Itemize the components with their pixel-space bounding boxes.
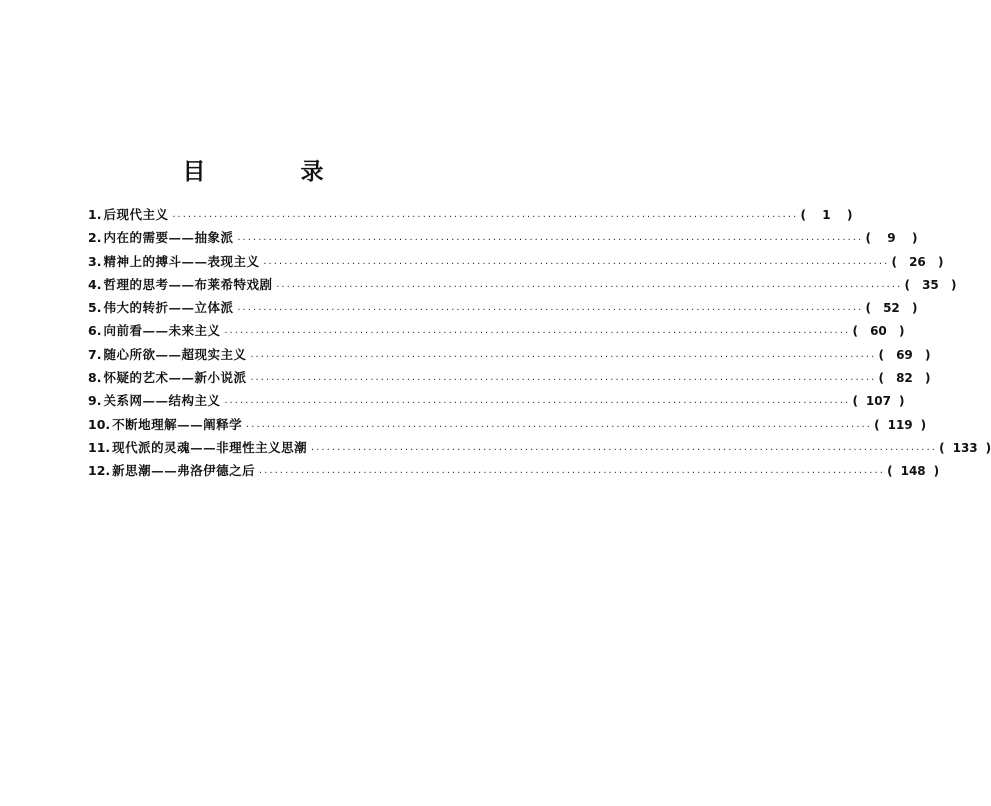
page-number: 1 (822, 208, 831, 222)
chapter-number: 10. (88, 416, 111, 432)
dot-leader: ························································································································ (275, 281, 902, 291)
chapter-title: 伟大的转折——立体派 (103, 300, 234, 316)
chapter-number: 6. (88, 323, 102, 339)
page-reference (878, 367, 930, 390)
page-reference (939, 437, 991, 460)
close-paren: ) (898, 394, 905, 409)
close-paren: ) (924, 371, 931, 386)
page-reference (800, 204, 852, 227)
close-paren: ) (937, 254, 944, 269)
page-reference (878, 344, 930, 367)
dot-leader: ························································································································ (245, 421, 872, 431)
chapter-number: 4. (88, 276, 102, 292)
page-number: 26 (909, 254, 926, 269)
chapter-number: 3. (88, 253, 102, 269)
dot-leader: ························································································································ (223, 328, 850, 338)
close-paren: ) (911, 231, 918, 246)
dot-leader: ························································································································ (249, 351, 876, 361)
chapter-number: 1. (88, 207, 102, 222)
chapter-title: 后现代主义 (103, 207, 169, 222)
page-reference (887, 460, 939, 483)
dot-leader: ························································································································ (258, 468, 885, 478)
page-title: 目 录 (182, 158, 360, 185)
page-number: 82 (896, 371, 913, 386)
page-number: 148 (900, 464, 926, 479)
toc-entry-9[interactable] (88, 389, 905, 412)
close-paren: ) (898, 324, 905, 339)
toc-entry-1[interactable] (88, 203, 853, 226)
open-paren: ( (865, 231, 871, 246)
chapter-title: 不断地理解——阐释学 (112, 416, 243, 432)
open-paren: ( (874, 417, 880, 432)
chapter-title: 新思潮——弗洛伊德之后 (112, 463, 256, 479)
open-paren: ( (865, 301, 871, 316)
open-paren: ( (800, 208, 806, 222)
dot-leader: ························································································································ (236, 235, 863, 245)
page-reference (852, 320, 904, 343)
page-reference (874, 414, 926, 437)
open-paren: ( (891, 254, 897, 269)
dot-leader: ························································································································ (262, 258, 889, 268)
open-paren: ( (878, 371, 884, 386)
page-number: 69 (896, 347, 913, 362)
close-paren: ) (920, 417, 927, 432)
page-reference (891, 251, 943, 274)
chapter-number: 11. (88, 439, 111, 455)
dot-leader: ························································································································ (310, 444, 937, 454)
chapter-title: 精神上的搏斗——表现主义 (103, 253, 260, 269)
chapter-number: 8. (88, 370, 102, 386)
dot-leader: ························································································································ (236, 305, 863, 315)
chapter-title: 内在的需要——抽象派 (103, 230, 234, 246)
close-paren: ) (924, 347, 931, 362)
chapter-number: 2. (88, 230, 102, 246)
open-paren: ( (878, 347, 884, 362)
chapter-number: 5. (88, 300, 102, 316)
dot-leader: ························································································································ (171, 212, 798, 221)
chapter-number: 9. (88, 393, 102, 409)
open-paren: ( (852, 324, 858, 339)
page-number: 133 (952, 440, 978, 455)
toc-entry-3[interactable] (88, 250, 944, 273)
toc-entry-5[interactable] (88, 296, 918, 319)
table-of-contents (88, 203, 991, 483)
chapter-number: 12. (88, 463, 111, 479)
toc-entry-7[interactable] (88, 343, 931, 366)
chapter-title: 关系网——结构主义 (103, 393, 221, 409)
toc-entry-6[interactable] (88, 319, 905, 342)
close-paren: ) (985, 440, 991, 455)
chapter-title: 哲理的思考——布莱希特戏剧 (103, 276, 273, 292)
chapter-title: 随心所欲——超现实主义 (103, 346, 247, 362)
toc-entry-12[interactable] (88, 459, 940, 482)
toc-entry-8[interactable] (88, 366, 931, 389)
page-reference (865, 297, 917, 320)
close-paren: ) (933, 464, 940, 479)
chapter-title: 现代派的灵魂——非理性主义思潮 (112, 439, 308, 455)
page-number: 60 (870, 324, 887, 339)
open-paren: ( (852, 394, 858, 409)
page-reference (852, 390, 904, 413)
toc-entry-4[interactable] (88, 273, 957, 296)
dot-leader: ························································································································ (249, 375, 876, 385)
toc-entry-10[interactable] (88, 413, 927, 436)
close-paren: ) (846, 208, 853, 222)
chapter-title: 怀疑的艺术——新小说派 (103, 370, 247, 386)
page-number: 9 (887, 231, 896, 246)
dot-leader: ························································································································ (223, 398, 850, 408)
page-number: 35 (922, 277, 939, 292)
page-number: 107 (865, 394, 891, 409)
chapter-title: 向前看——未来主义 (103, 323, 221, 339)
close-paren: ) (950, 277, 957, 292)
open-paren: ( (904, 277, 910, 292)
close-paren: ) (911, 301, 918, 316)
toc-entry-2[interactable] (88, 226, 918, 249)
toc-entry-11[interactable] (88, 436, 991, 459)
page-number: 52 (883, 301, 900, 316)
page-reference (865, 227, 917, 250)
page-number: 119 (887, 417, 913, 432)
page-reference (904, 274, 956, 297)
chapter-number: 7. (88, 346, 102, 362)
open-paren: ( (939, 440, 945, 455)
open-paren: ( (887, 464, 893, 479)
